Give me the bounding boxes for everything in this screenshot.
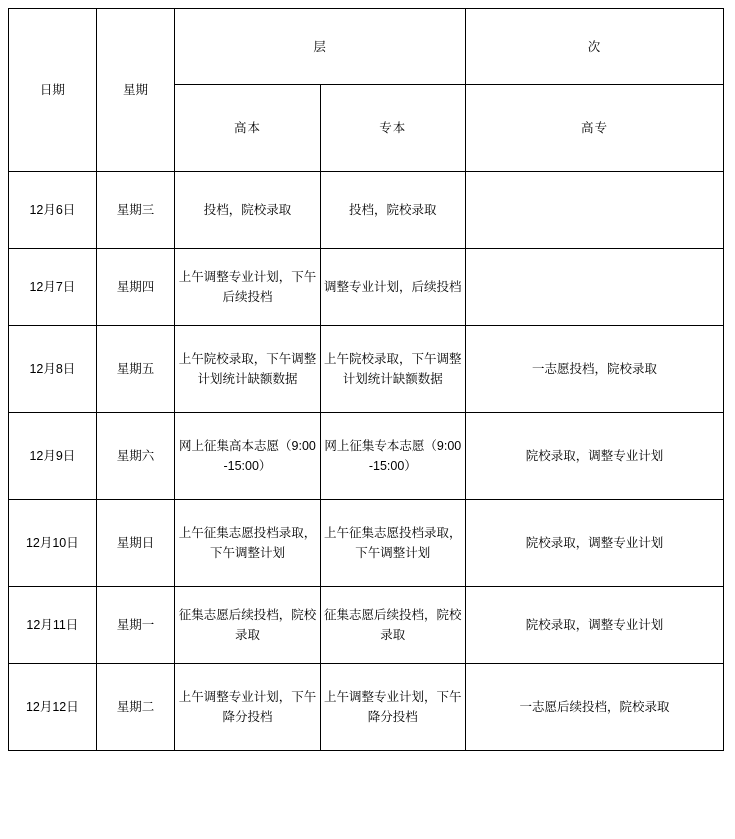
cell-gaoben: 上午调整专业计划，下午后续投档 [175,249,320,326]
cell-date: 12月10日 [9,500,97,587]
cell-gaozhuan: 院校录取，调整专业计划 [465,587,723,664]
cell-week: 星期日 [96,500,175,587]
cell-week: 星期二 [96,664,175,751]
cell-week: 星期一 [96,587,175,664]
cell-gaozhuan: 院校录取，调整专业计划 [465,413,723,500]
header-sub-gaozhuan: 高专 [465,85,723,172]
cell-date: 12月11日 [9,587,97,664]
header-date: 日期 [9,9,97,172]
cell-zhuanben: 投档，院校录取 [320,172,465,249]
header-group-right: 次 [465,9,723,85]
table-header-row-top [9,9,724,85]
cell-gaoben: 网上征集高本志愿（9:00-15:00） [175,413,320,500]
table-row [9,326,724,413]
admission-schedule-table [8,8,724,751]
cell-gaoben: 上午院校录取，下午调整计划统计缺额数据 [175,326,320,413]
cell-gaozhuan: 一志愿投档，院校录取 [465,326,723,413]
cell-gaoben: 征集志愿后续投档，院校录取 [175,587,320,664]
cell-gaoben: 上午调整专业计划，下午降分投档 [175,664,320,751]
cell-gaozhuan: 一志愿后续投档，院校录取 [465,664,723,751]
cell-week: 星期五 [96,326,175,413]
cell-gaozhuan: 院校录取，调整专业计划 [465,500,723,587]
cell-zhuanben: 上午院校录取，下午调整计划统计缺额数据 [320,326,465,413]
cell-date: 12月8日 [9,326,97,413]
table-row [9,413,724,500]
table-row [9,249,724,326]
cell-zhuanben: 调整专业计划，后续投档 [320,249,465,326]
table-row [9,500,724,587]
cell-gaoben: 投档，院校录取 [175,172,320,249]
cell-date: 12月6日 [9,172,97,249]
header-sub-zhuanben: 专本 [320,85,465,172]
cell-week: 星期六 [96,413,175,500]
cell-zhuanben: 上午征集志愿投档录取，下午调整计划 [320,500,465,587]
table-row [9,172,724,249]
header-sub-gaoben: 高本 [175,85,320,172]
table-row [9,587,724,664]
table-row [9,664,724,751]
cell-gaozhuan [465,249,723,326]
cell-gaozhuan [465,172,723,249]
cell-zhuanben: 网上征集专本志愿（9:00-15:00） [320,413,465,500]
cell-week: 星期三 [96,172,175,249]
cell-zhuanben: 上午调整专业计划，下午降分投档 [320,664,465,751]
cell-date: 12月12日 [9,664,97,751]
header-group-left: 层 [175,9,466,85]
cell-date: 12月7日 [9,249,97,326]
cell-week: 星期四 [96,249,175,326]
header-week: 星期 [96,9,175,172]
cell-zhuanben: 征集志愿后续投档，院校录取 [320,587,465,664]
cell-date: 12月9日 [9,413,97,500]
cell-gaoben: 上午征集志愿投档录取，下午调整计划 [175,500,320,587]
